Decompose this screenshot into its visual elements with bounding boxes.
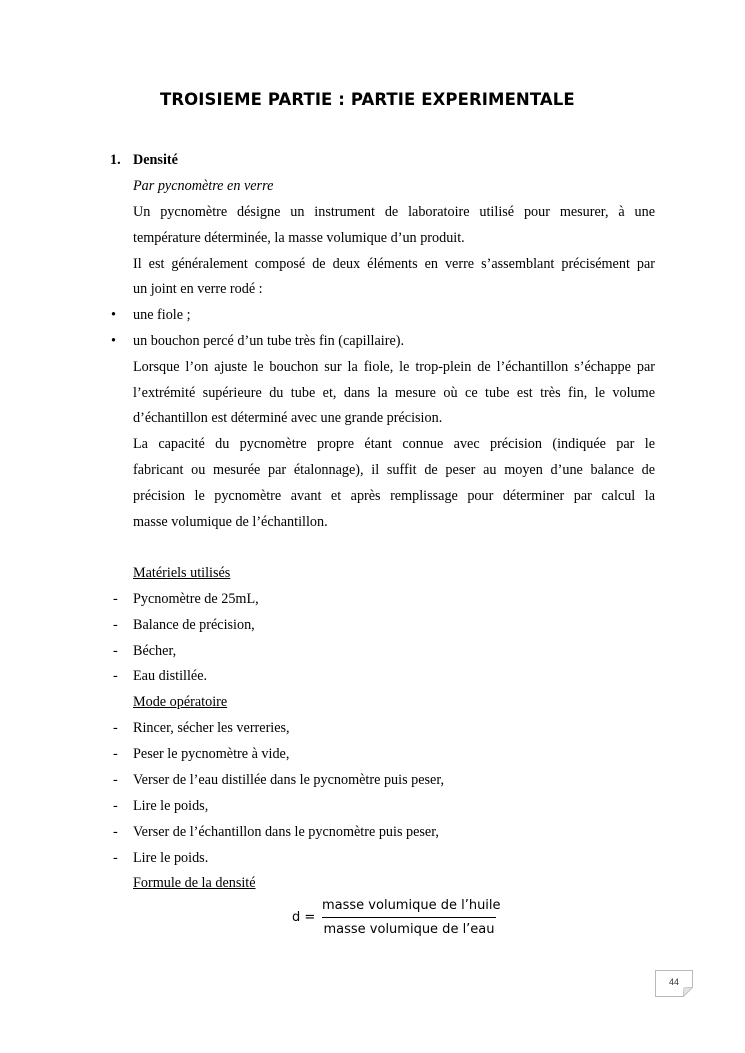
procedure-heading: Mode opératoire (133, 694, 228, 710)
fraction-bar (322, 917, 496, 918)
body-line: précision le pycnomètre avant et après remplissage pour déterminer par calcul la (133, 488, 655, 504)
dash-marker: - (113, 617, 118, 633)
dash-marker: - (113, 643, 118, 659)
formula-numerator: masse volumique de l’huile (322, 898, 501, 913)
bullet-item: un bouchon percé d’un tube très fin (capillaire). (133, 333, 405, 349)
formula-lhs: d = (292, 910, 316, 925)
formula-denominator: masse volumique de l’eau (323, 922, 495, 937)
bullet-marker: • (111, 307, 116, 323)
materials-item: Balance de précision, (133, 617, 255, 633)
intro-line: Un pycnomètre désigne un instrument de laboratoire utilisé pour mesurer, à une (133, 204, 655, 220)
body-line: Lorsque l’on ajuste le bouchon sur la fiole, le trop-plein de l’échantillon s’échappe par (133, 359, 655, 375)
section-heading: Densité (133, 152, 178, 168)
body-line: l’extrémité supérieure du tube et, dans la mesure où ce tube est très fin, le volume (133, 385, 655, 401)
section-subheading: Par pycnomètre en verre (133, 178, 274, 194)
body-line: masse volumique de l’échantillon. (133, 514, 328, 530)
materials-item: Pycnomètre de 25mL, (133, 591, 259, 607)
procedure-step: Verser de l’échantillon dans le pycnomètre puis peser, (133, 824, 439, 840)
page-curl-icon (683, 987, 693, 997)
dash-marker: - (113, 746, 118, 762)
dash-marker: - (113, 824, 118, 840)
body-line: fabricant ou mesurée par étalonnage), il suffit de peser au moyen d’une balance de (133, 462, 655, 478)
body-line: d’échantillon est déterminé avec une grande précision. (133, 410, 443, 426)
procedure-step: Lire le poids, (133, 798, 209, 814)
dash-marker: - (113, 720, 118, 736)
formula-heading: Formule de la densité (133, 875, 256, 891)
section-number: 1. (110, 152, 121, 168)
dash-marker: - (113, 591, 118, 607)
procedure-step: Rincer, sécher les verreries, (133, 720, 290, 736)
page-title: TROISIEME PARTIE : PARTIE EXPERIMENTALE (160, 90, 575, 109)
procedure-step: Lire le poids. (133, 850, 209, 866)
materials-item: Bécher, (133, 643, 177, 659)
bullet-item: une fiole ; (133, 307, 191, 323)
body-line: La capacité du pycnomètre propre étant connue avec précision (indiquée par le (133, 436, 655, 452)
dash-marker: - (113, 850, 118, 866)
dash-marker: - (113, 668, 118, 684)
page-number: 44 (668, 977, 679, 987)
intro-line: température déterminée, la masse volumique d’un produit. (133, 230, 465, 246)
intro-line: Il est généralement composé de deux éléments en verre s’assemblant précisément par (133, 256, 655, 272)
intro-line: un joint en verre rodé : (133, 281, 263, 297)
materials-item: Eau distillée. (133, 668, 208, 684)
bullet-marker: • (111, 333, 116, 349)
dash-marker: - (113, 798, 118, 814)
materials-heading: Matériels utilisés (133, 565, 231, 581)
procedure-step: Verser de l’eau distillée dans le pycnomètre puis peser, (133, 772, 445, 788)
page-number-box (655, 970, 693, 997)
procedure-step: Peser le pycnomètre à vide, (133, 746, 290, 762)
dash-marker: - (113, 772, 118, 788)
